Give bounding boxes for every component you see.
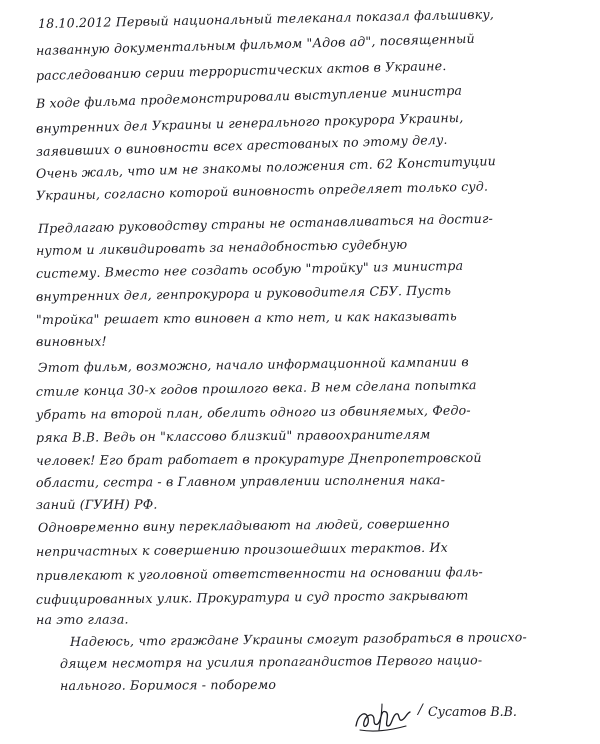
- letter-line: убрать на второй план, обелить одного из обвиняемых, Федо-: [35, 402, 471, 422]
- letter-line: "тройка" решает кто виновен а кто нет, и как наказывать: [35, 308, 457, 327]
- letter-line: внутренних дел, генпрокурора и руководителя СБУ. Пусть: [35, 282, 452, 304]
- letter-line: на это глаза.: [35, 611, 129, 627]
- signature-scribble-icon: [352, 696, 412, 740]
- letter-line: 18.10.2012 Первый национальный телеканал показал фальшивку,: [37, 6, 495, 31]
- letter-line: Очень жаль, что им не знакомы положения ст. 62 Конституции: [35, 153, 497, 181]
- letter-line: непричастных к совершению произошедших терактов. Их: [35, 539, 448, 559]
- letter-line: стиле конца 30-х годов прошлого века. В нем сделана попытка: [35, 377, 477, 399]
- letter-line: привлекают к уголовной ответственности на основании фаль-: [35, 564, 483, 583]
- letter-line: В ходе фильма продемонстрировали выступление министра: [35, 82, 463, 111]
- letter-line: заявивших о виновности всех арестованых по этому делу.: [35, 131, 448, 159]
- letter-line: названную документальным фильмом "Адов ад", посвященный: [35, 30, 475, 58]
- letter-line: систему. Вместо нее создать особую "тройку" из министра: [35, 257, 464, 281]
- letter-line: внутренних дел Украины и генерального прокурора Украины,: [35, 109, 464, 136]
- signature-separator: /: [418, 702, 423, 718]
- letter-line: дящем несмотря на усилия пропагандистов Первого нацио-: [59, 652, 483, 671]
- letter-line: виновных!: [35, 333, 107, 349]
- letter-line: сифицированных улик. Прокуратура и суд просто закрывают: [35, 587, 469, 607]
- letter-line: нального. Боримося - поборемо: [59, 676, 277, 693]
- signature-block: [352, 696, 572, 740]
- signature-name: Сусатов В.В.: [428, 704, 517, 719]
- letter-line: человек! Его брат работает в прокуратуре Днепропетровской: [35, 449, 482, 468]
- letter-line: Этот фильм, возможно, начало информационной кампании в: [37, 353, 469, 375]
- letter-line: Предлагаю руководству страны не останавливаться на достиг-: [37, 210, 494, 236]
- letter-line: заний (ГУИН) РФ.: [35, 496, 158, 512]
- letter-line: области, сестра - в Главном управлении исполнения нака-: [35, 472, 446, 490]
- letter-line: нутом и ликвидировать за ненадобностью судебную: [35, 236, 408, 258]
- letter-line: Надеюсь, что граждане Украины смогут разобраться в происхо-: [69, 629, 527, 649]
- letter-line: Украины, согласно которой виновность определяет только суд.: [35, 178, 489, 203]
- letter-line: ряка В.В. Ведь он "классово близкий" правоохранителям: [35, 426, 431, 445]
- letter-line: расследованию серии террористических актов в Украине.: [35, 57, 447, 83]
- letter-line: Одновременно вину перекладывают на людей, совершенно: [37, 515, 450, 535]
